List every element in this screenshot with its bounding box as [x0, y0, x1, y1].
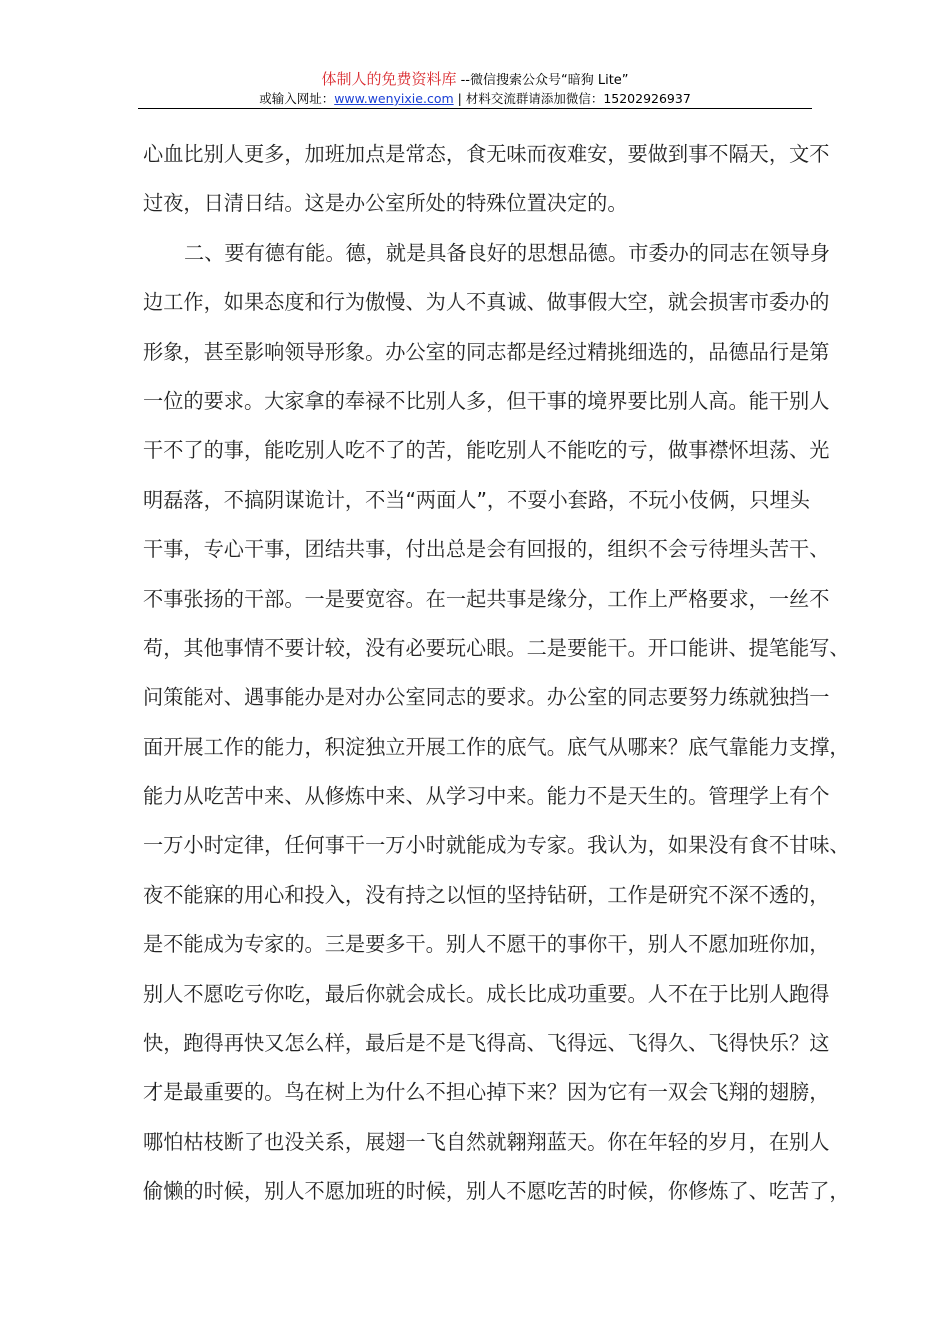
text-line: 是不能成为专家的。三是要多干。别人不愿干的事你干，别人不愿加班你加， [143, 932, 830, 957]
text-line: 不事张扬的干部。一是要宽容。在一起共事是缘分，工作上严格要求，一丝不 [143, 586, 830, 611]
contact-info: 材料交流群请添加微信：15202926937 [465, 91, 691, 106]
text-line: 边工作，如果态度和行为傲慢、为人不真诚、做事假大空，就会损害市委办的 [143, 290, 830, 315]
header-divider [138, 108, 812, 109]
header-contact-line [138, 90, 812, 108]
text-line: 才是最重要的。鸟在树上为什么不担心掉下来？因为它有一双会飞翔的翅膀， [143, 1080, 830, 1105]
text-line: 能力从吃苦中来、从修炼中来、从学习中来。能力不是天生的。管理学上有个 [143, 784, 830, 809]
text-line: 形象，甚至影响领导形象。办公室的同志都是经过精挑细选的，品德品行是第 [143, 339, 830, 364]
text-line: 问策能对、遇事能办是对办公室同志的要求。办公室的同志要努力练就独挡一 [143, 685, 830, 710]
url-prefix: 或输入网址： [259, 91, 335, 106]
website-link[interactable]: www.wenyixie.com [334, 91, 454, 106]
paragraph-start-line: 二、要有德有能。德，就是具备良好的思想品德。市委办的同志在领导身 [184, 240, 831, 265]
text-line: 干事，专心干事，团结共事，付出总是会有回报的，组织不会亏待埋头苦干、 [143, 537, 830, 562]
text-line: 心血比别人更多，加班加点是常态，食无味而夜难安，要做到事不隔天，文不 [143, 142, 830, 166]
text-line: 一位的要求。大家拿的奉禄不比别人多，但干事的境界要比别人高。能干别人 [143, 388, 830, 413]
text-line: 一万小时定律，任何事干一万小时就能成为专家。我认为，如果没有食不甘味、 [143, 833, 850, 858]
text-line: 过夜，日清日结。这是办公室所处的特殊位置决定的。 [143, 191, 628, 216]
text-line: 干不了的事，能吃别人吃不了的苦，能吃别人不能吃的亏，做事襟怀坦荡、光 [143, 438, 830, 463]
text-line: 快，跑得再快又怎么样，最后是不是飞得高、飞得远、飞得久、飞得快乐？这 [143, 1031, 830, 1056]
text-line: 面开展工作的能力，积淀独立开展工作的底气。底气从哪来？底气靠能力支撑， [143, 734, 850, 759]
page-header [138, 70, 812, 108]
header-separator: | [453, 91, 466, 106]
document-body [143, 130, 850, 1217]
header-title-line [138, 70, 812, 90]
brand-title: 体制人的免费资料库 [321, 70, 457, 88]
text-line: 夜不能寐的用心和投入，没有持之以恒的坚持钻研，工作是研究不深不透的， [143, 882, 830, 907]
text-line: 明磊落，不搞阴谋诡计，不当“两面人”，不耍小套路，不玩小伎俩，只埋头 [143, 487, 810, 512]
text-line: 苟，其他事情不要计较，没有必要玩心眼。二是要能干。开口能讲、提笔能写、 [143, 635, 850, 660]
text-line: 别人不愿吃亏你吃，最后你就会成长。成长比成功重要。人不在于比别人跑得 [143, 981, 830, 1006]
text-line: 偷懒的时候，别人不愿加班的时候，别人不愿吃苦的时候，你修炼了、吃苦了， [143, 1179, 850, 1204]
text-line: 哪怕枯枝断了也没关系，展翅一飞自然就翱翔蓝天。你在年轻的岁月，在别人 [143, 1129, 830, 1154]
header-tagline: --微信搜索公众号“暗狗 Lite” [456, 73, 629, 88]
